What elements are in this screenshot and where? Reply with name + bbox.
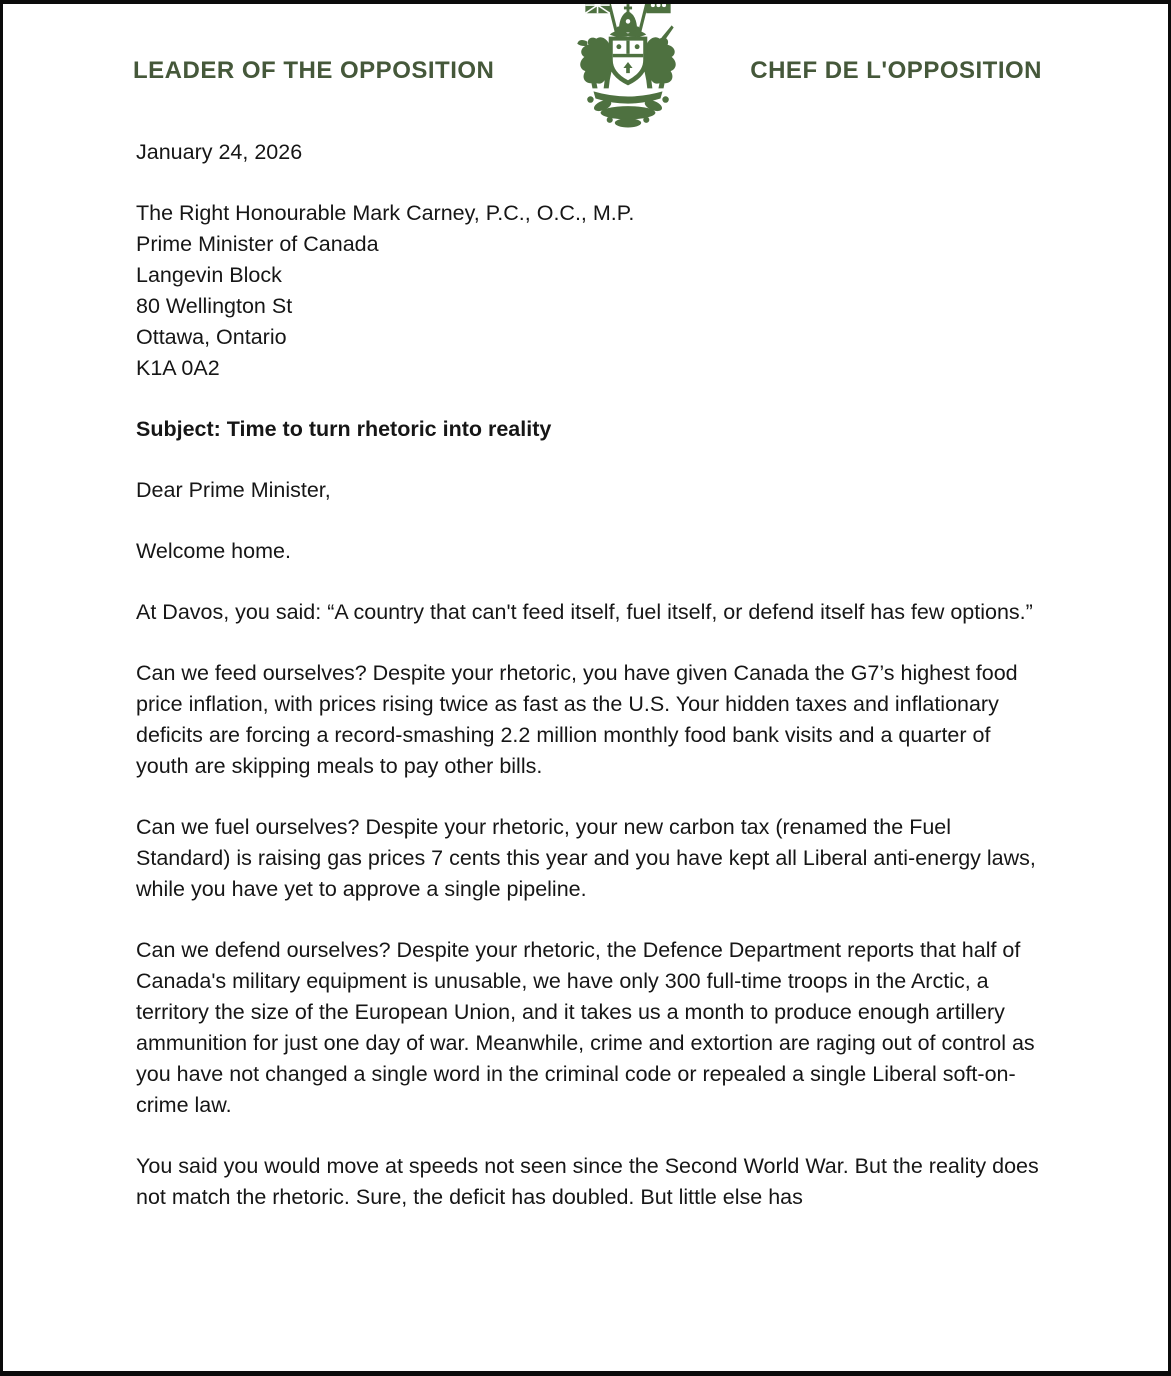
paragraph-fuel: Can we fuel ourselves? Despite your rhetoric, your new carbon tax (renamed the Fuel Standard) is raising gas prices 7 cents this year and you have kept all Liberal anti-energy laws, while you have yet to approve a single pipeline. — [136, 815, 1036, 901]
canada-coat-of-arms-icon — [567, 4, 689, 131]
recipient-line: The Right Honourable Mark Carney, P.C., O.C., M.P. — [136, 201, 635, 225]
recipient-line: 80 Wellington St — [136, 294, 293, 318]
letterhead-title-english: LEADER OF THE OPPOSITION — [133, 57, 495, 84]
letterhead-title-french: CHEF DE L'OPPOSITION — [750, 57, 1042, 84]
salutation: Dear Prime Minister, — [136, 478, 331, 502]
paragraph-closing: You said you would move at speeds not seen since the Second World War. But the reality does not match the rhetoric. Sure, the deficit has doubled. But little else has — [136, 1154, 1039, 1209]
letter-body — [136, 137, 1048, 1243]
recipient-address — [136, 198, 1048, 384]
letter-date: January 24, 2026 — [136, 140, 303, 164]
letter-page — [3, 4, 1168, 1371]
recipient-line: Ottawa, Ontario — [136, 325, 287, 349]
recipient-line: K1A 0A2 — [136, 356, 220, 380]
paragraph-defend: Can we defend ourselves? Despite your rhetoric, the Defence Department reports that half of Canada's military equipment is unusable, we have only 300 full-time troops in the Arctic, a territory the size of the European Union, and it takes us a month to produce enough artillery ammunition for just one day of war. Meanwhile, crime and extortion are raging out of control as you have not changed a single word in the criminal code or repealed a single Liberal soft-on-crime law. — [136, 938, 1035, 1117]
subject-line: Subject: Time to turn rhetoric into reality — [136, 417, 552, 441]
letterhead — [3, 4, 1168, 139]
recipient-line: Prime Minister of Canada — [136, 232, 379, 256]
paragraph-davos-quote: At Davos, you said: “A country that can't feed itself, fuel itself, or defend itself has few options.” — [136, 600, 1033, 624]
paragraph-feed: Can we feed ourselves? Despite your rhetoric, you have given Canada the G7’s highest food price inflation, with prices rising twice as fast as the U.S. Your hidden taxes and inflationary deficits are forcing a record-smashing 2.2 million monthly food bank visits and a quarter of youth are skipping meals to pay other bills. — [136, 661, 1018, 778]
paragraph-welcome: Welcome home. — [136, 539, 291, 563]
recipient-line: Langevin Block — [136, 263, 282, 287]
